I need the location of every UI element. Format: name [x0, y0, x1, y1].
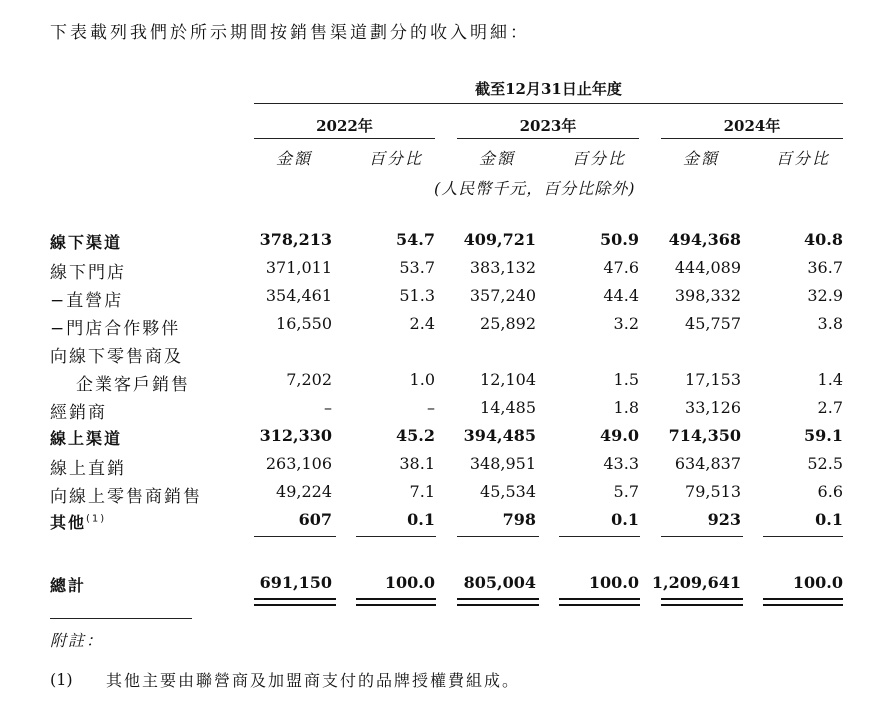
cell: 3.8	[817, 314, 843, 333]
cell: 371,011	[265, 258, 332, 277]
cell: 444,089	[674, 258, 741, 277]
notes-divider	[50, 618, 192, 619]
cell: 312,330	[259, 426, 332, 445]
total-double-rule	[356, 598, 436, 606]
cell: 54.7	[396, 230, 435, 249]
cell: 2.4	[409, 314, 435, 333]
table-row	[0, 342, 893, 369]
subtotal-rule	[356, 536, 436, 537]
row-label: 線上直銷	[50, 459, 126, 479]
cell: 714,350	[668, 426, 741, 445]
cell: 44.4	[603, 286, 639, 305]
cell: 100.0	[792, 573, 843, 592]
row-label: 企業客戶銷售	[76, 375, 190, 395]
cell: 923	[707, 510, 741, 529]
intro-text: 下表載列我們於所示期間按銷售渠道劃分的收入明細：	[50, 23, 530, 43]
table-row	[0, 426, 893, 453]
cell: 1.0	[409, 370, 435, 389]
cell: 17,153	[685, 370, 741, 389]
cell: 383,132	[469, 258, 536, 277]
year-2024-header: 2024年	[723, 117, 781, 135]
cell: 25,892	[480, 314, 536, 333]
cell: 36.7	[807, 258, 843, 277]
cell: 3.2	[613, 314, 639, 333]
cell: 38.1	[399, 454, 435, 473]
unit-note: (人民幣千元，百分比除外)	[434, 179, 636, 198]
row-label: 線上渠道	[50, 429, 123, 448]
year-rule	[254, 138, 435, 139]
cell: 52.5	[807, 454, 843, 473]
cell: 1.5	[613, 370, 639, 389]
table-row	[0, 510, 893, 537]
year-2023-header: 2023年	[519, 117, 577, 135]
cell: 1.8	[613, 398, 639, 417]
table-row	[0, 258, 893, 285]
cell: 634,837	[674, 454, 741, 473]
cell: 798	[502, 510, 536, 529]
amount-header: 金額	[479, 149, 516, 168]
cell: 263,106	[265, 454, 332, 473]
table-row	[0, 370, 893, 397]
cell: 33,126	[685, 398, 741, 417]
table-row	[0, 286, 893, 313]
cell: 409,721	[463, 230, 536, 249]
cell: 53.7	[399, 258, 435, 277]
cell: 1,209,641	[651, 573, 741, 592]
cell: 691,150	[259, 573, 332, 592]
cell: 0.1	[407, 510, 435, 529]
cell: 7.1	[409, 482, 435, 501]
cell: –	[324, 398, 332, 417]
year-rule	[661, 138, 843, 139]
total-double-rule	[559, 598, 640, 606]
percent-header: 百分比	[572, 149, 627, 168]
percent-header-amount: 金額	[683, 149, 720, 168]
total-double-rule	[254, 598, 336, 606]
total-label: 總計	[50, 576, 87, 595]
note-text: 其他主要由聯營商及加盟商支付的品牌授權費組成。	[106, 671, 521, 690]
row-label: 向線下零售商及	[50, 347, 183, 367]
percent-header: 百分比	[369, 149, 424, 168]
cell: 6.6	[817, 482, 843, 501]
cell: 0.1	[815, 510, 843, 529]
cell: 805,004	[463, 573, 536, 592]
table-row	[0, 314, 893, 341]
cell: 51.3	[399, 286, 435, 305]
cell: –	[427, 398, 435, 417]
cell: 50.9	[600, 230, 639, 249]
cell: 2.7	[817, 398, 843, 417]
cell: 43.3	[603, 454, 639, 473]
cell: 100.0	[588, 573, 639, 592]
row-label-text: 其他	[50, 513, 87, 532]
cell: 398,332	[674, 286, 741, 305]
row-label: 經銷商	[50, 403, 107, 423]
cell: 357,240	[469, 286, 536, 305]
cell: 45.2	[396, 426, 435, 445]
row-label: 線下門店	[50, 263, 126, 283]
cell: 378,213	[259, 230, 332, 249]
cell: 494,368	[668, 230, 741, 249]
note-number: (1)	[50, 670, 73, 689]
cell: 59.1	[804, 426, 843, 445]
footnote-marker: (1)	[86, 513, 107, 525]
period-rule	[254, 103, 843, 104]
cell: 394,485	[463, 426, 536, 445]
row-label: 向線上零售商銷售	[50, 487, 202, 507]
notes-heading: 附註：	[50, 631, 105, 650]
subtotal-rule	[763, 536, 843, 537]
cell: 40.8	[804, 230, 843, 249]
cell: 14,485	[480, 398, 536, 417]
table-row	[0, 454, 893, 481]
subtotal-rule	[661, 536, 743, 537]
cell: 49.0	[600, 426, 639, 445]
total-double-rule	[763, 598, 843, 606]
table-row	[0, 230, 893, 257]
total-double-rule	[457, 598, 539, 606]
cell: 16,550	[276, 314, 332, 333]
year-rule	[457, 138, 639, 139]
row-label: 線下渠道	[50, 233, 123, 252]
cell: 49,224	[276, 482, 332, 501]
total-double-rule	[661, 598, 743, 606]
cell: 607	[298, 510, 332, 529]
cell: 12,104	[480, 370, 536, 389]
row-label: −直營店	[50, 291, 124, 311]
cell: 47.6	[603, 258, 639, 277]
period-header: 截至12月31日止年度	[475, 80, 622, 98]
table-row	[0, 482, 893, 509]
percent-header: 百分比	[776, 149, 831, 168]
subtotal-rule	[457, 536, 539, 537]
cell: 1.4	[817, 370, 843, 389]
cell: 79,513	[685, 482, 741, 501]
cell: 45,534	[480, 482, 536, 501]
row-label: −門店合作夥伴	[50, 319, 181, 339]
total-row	[0, 573, 893, 600]
cell: 100.0	[384, 573, 435, 592]
cell: 5.7	[613, 482, 639, 501]
year-2022-header: 2022年	[316, 117, 373, 135]
cell: 0.1	[611, 510, 639, 529]
row-label	[50, 510, 106, 533]
table-row	[0, 398, 893, 425]
cell: 348,951	[469, 454, 536, 473]
subtotal-rule	[559, 536, 640, 537]
amount-header: 金額	[276, 149, 313, 168]
cell: 7,202	[286, 370, 332, 389]
cell: 45,757	[685, 314, 741, 333]
subtotal-rule	[254, 536, 336, 537]
cell: 354,461	[265, 286, 332, 305]
cell: 32.9	[807, 286, 843, 305]
